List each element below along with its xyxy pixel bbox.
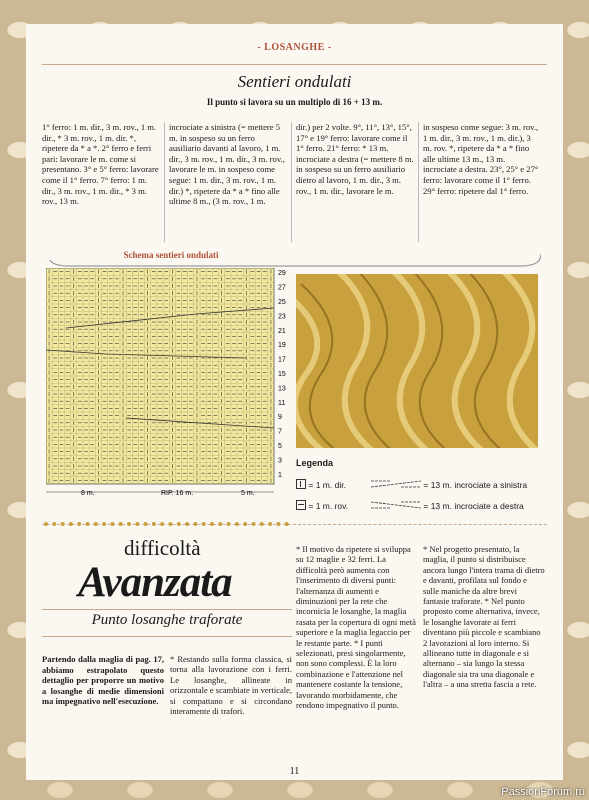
instructions-col-1: 1° ferro: 1 m. dir., 3 m. rov., 1 m. dir., * 3 m. rov., 1 m. dir. *, ripetere da * a *. 2° ferro e ferri pari: lavorare le m. come si presentano. 3° e 5° ferro: lavorare come il 1° ferro. 7° ferro: 1 m. dir., 3 m. rov., 1 m. dir., * 3 m. rov., 13 m. — [42, 122, 159, 207]
purl-symbol-icon — [296, 500, 306, 510]
legend-cross-right — [371, 500, 524, 511]
chart-row-label: 25 — [278, 299, 286, 306]
knit-symbol-icon — [296, 479, 306, 489]
schema-title: Schema sentieri ondulati — [46, 250, 296, 260]
article-subtitle: Il punto si lavora su un multiplo di 16 + 13 m. — [206, 97, 383, 107]
chart-row-label: 29 — [278, 270, 286, 278]
instructions-col-3: dir.) per 2 volte. 9°, 11°, 13°, 15°, 17° e 19° ferro: lavorare come il 1° ferro. 21° ferro: * 13 m. incrociate a destra (= mettere 8 m. in sospeso su un ferro ausiliario dietro al lavoro, 1 m. dir., 3 m. rov., 1 m. dir., lavorare le m. — [296, 122, 414, 196]
legend-dir — [296, 479, 346, 490]
column-divider — [291, 122, 292, 242]
watermark: PassionForum.ru — [501, 786, 585, 798]
legend-title: Legenda — [296, 458, 334, 468]
chart-row-label: 1 — [278, 471, 282, 479]
legend-cross-left — [371, 479, 527, 490]
chart-row-label: 3 — [278, 457, 282, 465]
legend-dir-text: = 1 m. dir. — [308, 480, 346, 490]
difficulty-label: difficoltà — [124, 536, 201, 560]
knitting-chart — [46, 268, 298, 498]
chart-bottom-label-left: 8 m. — [81, 490, 95, 497]
legend-rov — [296, 500, 348, 511]
dot-ornament — [42, 518, 292, 530]
chart-row-label: 7 — [278, 428, 282, 436]
title-rule — [42, 636, 292, 637]
pattern2-col-a: * Restando sulla forma classica, si torna alla lavorazione con i ferri. Le losanghe, allineate in orizzontale e scambiate in verticale, si compattano e si circondano interamente di trafori. — [170, 654, 293, 717]
cross-left-icon — [371, 479, 421, 489]
header-rule — [42, 64, 547, 65]
chart-row-label: 17 — [278, 356, 286, 364]
article-title: Sentieri ondulati — [237, 72, 352, 91]
chart-row-label: 21 — [278, 327, 286, 335]
chart-row-label: 27 — [278, 284, 286, 292]
pattern2-title: Punto losanghe traforate — [91, 612, 243, 628]
column-divider — [164, 122, 165, 242]
title-rule — [42, 609, 292, 610]
chart-bottom-label-right: 5 m. — [241, 490, 255, 497]
legend-rov-text: = 1 m. rov. — [308, 501, 349, 511]
pattern2-col-b: * Il motivo da ripetere si sviluppa su 12 maglie e 32 ferri. La difficoltà però aumenta con l'inserimento di diversi punti: l'alternanza di aumenti e diminuzioni per la rete che incornicia le losanghe, la maglia rasata per la copertura di ogni metà superiore e la maglia legaccio per le restante parte. * I punti selezionati, presi singolarmente, non sono complessi. È la loro combinazione e l'attenzione nel mantenere costante la tensione, lavorando morbidamente, che rendono impegnativo il punto. — [296, 544, 416, 711]
pattern2-intro: Partendo dalla maglia di pag. 17, abbiamo estrapolato questo dettaglio per proporre un motivo a losanghe di medie dimensioni ma impegnativo nell'esecuzione. — [42, 654, 164, 707]
chart-row-label: 9 — [278, 414, 282, 422]
legend-left-text: = 13 m. incrociate a sinistra — [423, 480, 528, 490]
page-number: 11 — [289, 766, 300, 777]
section-tag: - LOSANGHE - — [257, 42, 332, 53]
magazine-page — [26, 24, 563, 780]
instructions-col-2: incrociate a sinistra (= mettere 5 m. in sospeso su un ferro ausiliario davanti al lavoro, 1 m. dir., 3 m. rov., 1 m. dir., 3 m. rov., lavorare le m. in sospeso come segue: 1 m. dir., 3 m. rov., 1 m. dir.) *, ripetere da * a * fino alle ultime 8 m., (3 m. rov., 1 m. — [169, 122, 285, 207]
column-divider — [418, 122, 419, 242]
chart-row-label: 13 — [278, 385, 286, 393]
chart-row-label: 15 — [278, 371, 286, 378]
chart-row-label: 23 — [278, 313, 286, 321]
difficulty-level: Avanzata — [78, 559, 232, 606]
pattern2-col-c: * Nel progetto presentato, la maglia, il punto si distribuisce ancora lungo l'intera trama di dietro e davanti, profilata sul fondo e sulle maniche da altre brevi fantasie traforate. * Nel punto proposto come alternativa, invece, le losanghe lavorate ai ferri diventano più piccole e scambiano 2 lavorazioni al loro interno. Si allineano tutte in diagonale e si alternano – sia lungo la stessa diagonale sia tra una diagonale e l'altra – a una stretta fascia a rete. — [423, 544, 545, 690]
knit-swatch-photo — [296, 274, 538, 448]
instructions-col-4: in sospeso come segue: 3 m. rov., 1 m. dir., 3 m. rov., 1 m. dir.), 3 m. rov. *, ripetere da * a * fino alle ultime 13 m., 13 m. incrociate a destra. 23°, 25° e 27° ferro: lavorare come il 1° ferro. 29° ferro: ripetere dal 1° ferro. — [423, 122, 539, 196]
chart-row-label: 19 — [278, 342, 286, 350]
cross-right-icon — [371, 500, 421, 510]
chart-row-label: 5 — [278, 443, 282, 450]
chart-row-label: 11 — [278, 399, 286, 407]
chart-bottom-label-mid: RIP. 16 m. — [161, 490, 194, 497]
legend-right-text: = 13 m. incrociate a destra — [423, 501, 524, 511]
